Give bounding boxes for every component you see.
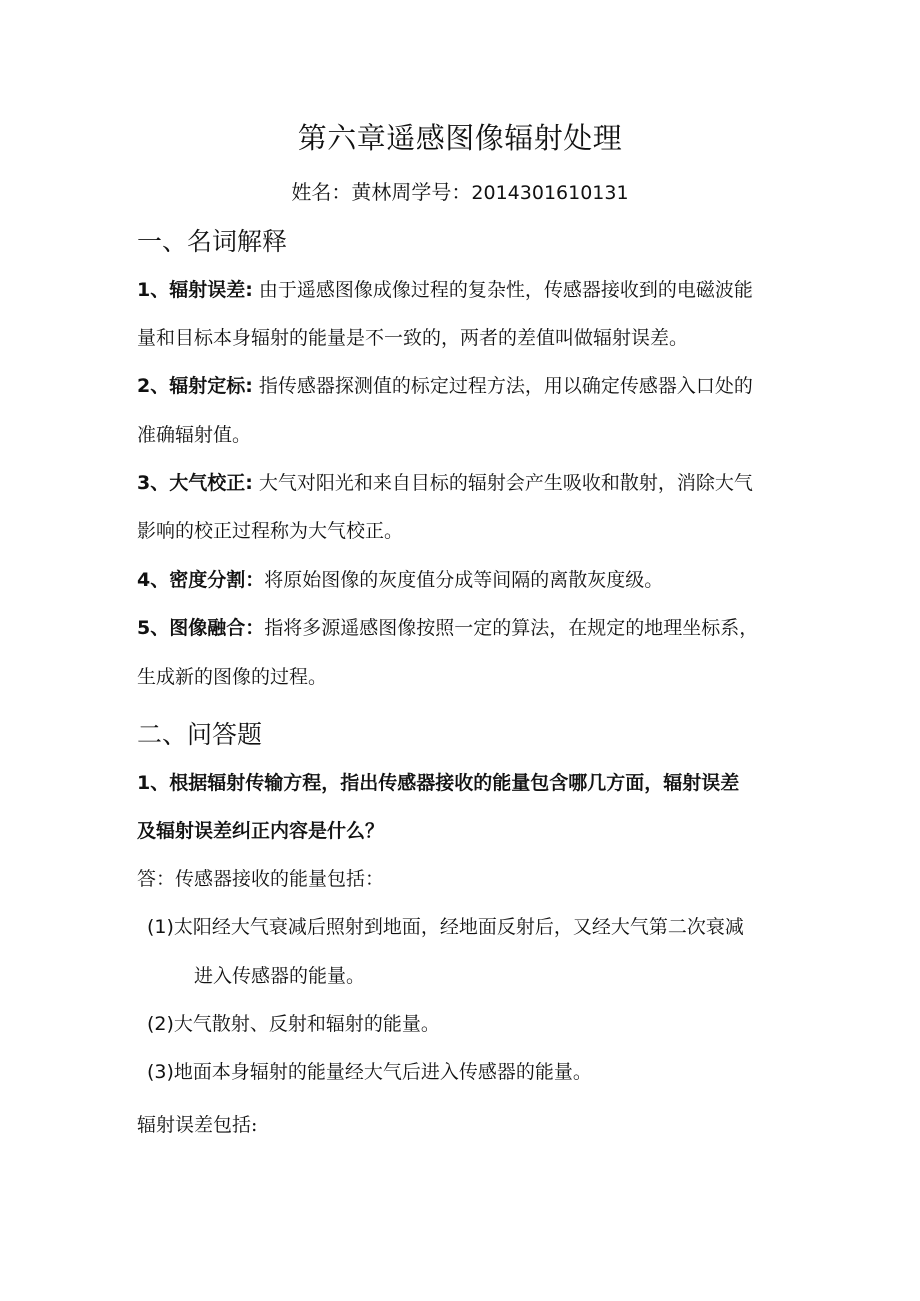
definition-term: 2、辐射定标: bbox=[137, 375, 253, 397]
definition-item bbox=[137, 565, 663, 595]
definition-text-continued: 生成新的图像的过程。 bbox=[137, 666, 328, 688]
definition-text-continued: 准确辐射值。 bbox=[137, 424, 252, 446]
definition-term: 1、辐射误差: bbox=[137, 279, 253, 301]
definition-item bbox=[137, 371, 753, 401]
definition-text: 大气对阳光和来自目标的辐射会产生吸收和散射，消除大气 bbox=[258, 472, 753, 494]
definition-text-continued: 影响的校正过程称为大气校正。 bbox=[137, 520, 404, 542]
error-intro: 辐射误差包括: bbox=[137, 1114, 258, 1136]
question-text-continued: 及辐射误差纠正内容是什么？ bbox=[137, 820, 385, 842]
definition-item bbox=[137, 275, 753, 305]
definition-term: 5、图像融合： bbox=[137, 617, 265, 639]
definition-text-continued: 量和目标本身辐射的能量是不一致的，两者的差值叫做辐射误差。 bbox=[137, 327, 689, 349]
answer-item-text: 地面本身辐射的能量经大气后进入传感器的能量。 bbox=[173, 1061, 592, 1083]
answer-item-text: 太阳经大气衰减后照射到地面，经地面反射后，又经大气第二次衰减 bbox=[173, 916, 744, 938]
answer-item-text-continued: 进入传感器的能量。 bbox=[194, 965, 366, 987]
answer-intro: 答：传感器接收的能量包括： bbox=[137, 868, 385, 890]
definition-term: 4、密度分割： bbox=[137, 569, 265, 591]
definition-text: 指将多源遥感图像按照一定的算法，在规定的地理坐标系， bbox=[264, 617, 759, 639]
author-label: 姓名：黄林周学号： bbox=[291, 180, 472, 204]
answer-item bbox=[147, 912, 744, 942]
definition-text: 指传感器探测值的标定过程方法，用以确定传感器入口处的 bbox=[258, 375, 753, 397]
definition-text: 由于遥感图像成像过程的复杂性，传感器接收到的电磁波能 bbox=[258, 279, 753, 301]
definition-item bbox=[137, 468, 753, 498]
student-number: 2014301610131 bbox=[471, 182, 629, 204]
page-title: 第六章遥感图像辐射处理 bbox=[297, 121, 623, 155]
answer-item-number: (2) bbox=[147, 1013, 174, 1035]
answer-item bbox=[147, 1009, 440, 1039]
answer-item-number: (3) bbox=[147, 1061, 174, 1083]
author-line bbox=[0, 176, 920, 209]
question-text: 1、根据辐射传输方程，指出传感器接收的能量包含哪几方面，辐射误差 bbox=[137, 772, 740, 794]
definition-item bbox=[137, 613, 758, 643]
section-heading-qa: 二、问答题 bbox=[137, 720, 263, 749]
answer-item-text: 大气散射、反射和辐射的能量。 bbox=[173, 1013, 440, 1035]
answer-item bbox=[147, 1057, 592, 1087]
section-heading-definitions: 一、名词解释 bbox=[137, 227, 288, 256]
answer-item-number: (1) bbox=[147, 916, 174, 938]
definition-term: 3、大气校正: bbox=[137, 472, 253, 494]
definition-text: 将原始图像的灰度值分成等间隔的离散灰度级。 bbox=[264, 569, 664, 591]
